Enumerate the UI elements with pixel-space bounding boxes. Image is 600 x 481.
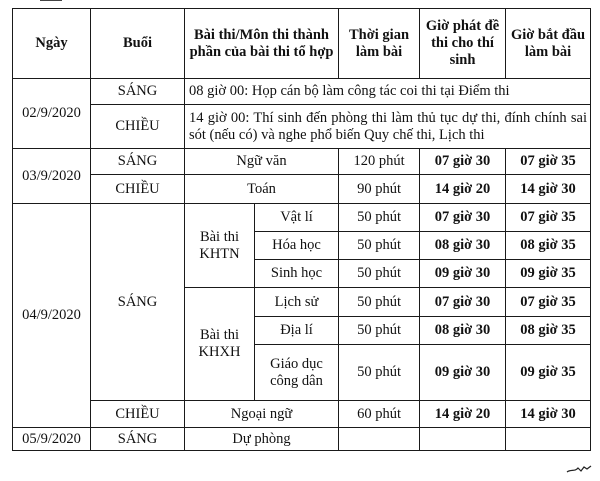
date-cell: 05/9/2020 xyxy=(13,428,91,451)
duration-cell: 50 phút xyxy=(339,232,420,260)
header-duration: Thời gian làm bài xyxy=(339,9,420,79)
session-cell: CHIỀU xyxy=(91,105,185,149)
table-row xyxy=(13,428,591,451)
table-row xyxy=(13,105,591,149)
table-row xyxy=(13,149,591,175)
subject-cell: Ngoại ngữ xyxy=(185,401,339,428)
subject-cell: Ngữ văn xyxy=(185,149,339,175)
distribute-time-cell: 09 giờ 30 xyxy=(420,260,506,288)
ink-scratch-mark xyxy=(566,463,592,475)
start-time-cell: 08 giờ 35 xyxy=(506,232,591,260)
start-time-cell: 07 giờ 35 xyxy=(506,149,591,175)
table-row xyxy=(13,204,591,232)
start-time-cell: 09 giờ 35 xyxy=(506,260,591,288)
start-time-cell xyxy=(506,428,591,451)
session-cell: SÁNG xyxy=(91,79,185,105)
start-time-cell: 07 giờ 35 xyxy=(506,288,591,317)
duration-cell: 50 phút xyxy=(339,317,420,345)
khtn-label: Bài thi KHTN xyxy=(185,204,255,288)
date-cell: 02/9/2020 xyxy=(13,79,91,149)
duration-cell: 120 phút xyxy=(339,149,420,175)
header-session: Buổi xyxy=(91,9,185,79)
table-row xyxy=(13,175,591,204)
duration-cell xyxy=(339,428,420,451)
note-cell: 08 giờ 00: Họp cán bộ làm công tác coi thi tại Điểm thi xyxy=(185,79,591,105)
subject-cell: Hóa học xyxy=(255,232,339,260)
header-start-time: Giờ bắt đầu làm bài xyxy=(506,9,591,79)
top-edge-mark xyxy=(40,0,62,4)
distribute-time-cell: 09 giờ 30 xyxy=(420,345,506,401)
duration-cell: 50 phút xyxy=(339,204,420,232)
subject-cell: Sinh học xyxy=(255,260,339,288)
start-time-cell: 09 giờ 35 xyxy=(506,345,591,401)
distribute-time-cell: 14 giờ 20 xyxy=(420,401,506,428)
header-distribute-time: Giờ phát đề thi cho thí sinh xyxy=(420,9,506,79)
note-cell: 14 giờ 00: Thí sinh đến phòng thi làm thủ tục dự thi, đính chính sai sót (nếu có) và nghe phổ biến Quy chế thi, Lịch thi xyxy=(185,105,591,149)
duration-cell: 50 phút xyxy=(339,345,420,401)
header-subject: Bài thi/Môn thi thành phần của bài thi tổ hợp xyxy=(185,9,339,79)
table-row xyxy=(13,401,591,428)
distribute-time-cell: 07 giờ 30 xyxy=(420,204,506,232)
exam-schedule-table xyxy=(12,8,591,451)
subject-cell: Vật lí xyxy=(255,204,339,232)
start-time-cell: 08 giờ 35 xyxy=(506,317,591,345)
session-cell: CHIỀU xyxy=(91,401,185,428)
subject-cell: Dự phòng xyxy=(185,428,339,451)
start-time-cell: 07 giờ 35 xyxy=(506,204,591,232)
subject-cell: Giáo dục công dân xyxy=(255,345,339,401)
subject-cell: Địa lí xyxy=(255,317,339,345)
session-cell: SÁNG xyxy=(91,204,185,401)
duration-cell: 90 phút xyxy=(339,175,420,204)
header-row xyxy=(13,9,591,79)
distribute-time-cell: 07 giờ 30 xyxy=(420,149,506,175)
table-row xyxy=(13,79,591,105)
session-cell: CHIỀU xyxy=(91,175,185,204)
duration-cell: 50 phút xyxy=(339,260,420,288)
session-cell: SÁNG xyxy=(91,149,185,175)
session-cell: SÁNG xyxy=(91,428,185,451)
duration-cell: 60 phút xyxy=(339,401,420,428)
subject-cell: Lịch sử xyxy=(255,288,339,317)
distribute-time-cell: 08 giờ 30 xyxy=(420,232,506,260)
start-time-cell: 14 giờ 30 xyxy=(506,175,591,204)
header-date: Ngày xyxy=(13,9,91,79)
subject-cell: Toán xyxy=(185,175,339,204)
distribute-time-cell: 14 giờ 20 xyxy=(420,175,506,204)
date-cell: 04/9/2020 xyxy=(13,204,91,428)
distribute-time-cell xyxy=(420,428,506,451)
duration-cell: 50 phút xyxy=(339,288,420,317)
date-cell: 03/9/2020 xyxy=(13,149,91,204)
distribute-time-cell: 08 giờ 30 xyxy=(420,317,506,345)
khxh-label: Bài thi KHXH xyxy=(185,288,255,401)
start-time-cell: 14 giờ 30 xyxy=(506,401,591,428)
distribute-time-cell: 07 giờ 30 xyxy=(420,288,506,317)
